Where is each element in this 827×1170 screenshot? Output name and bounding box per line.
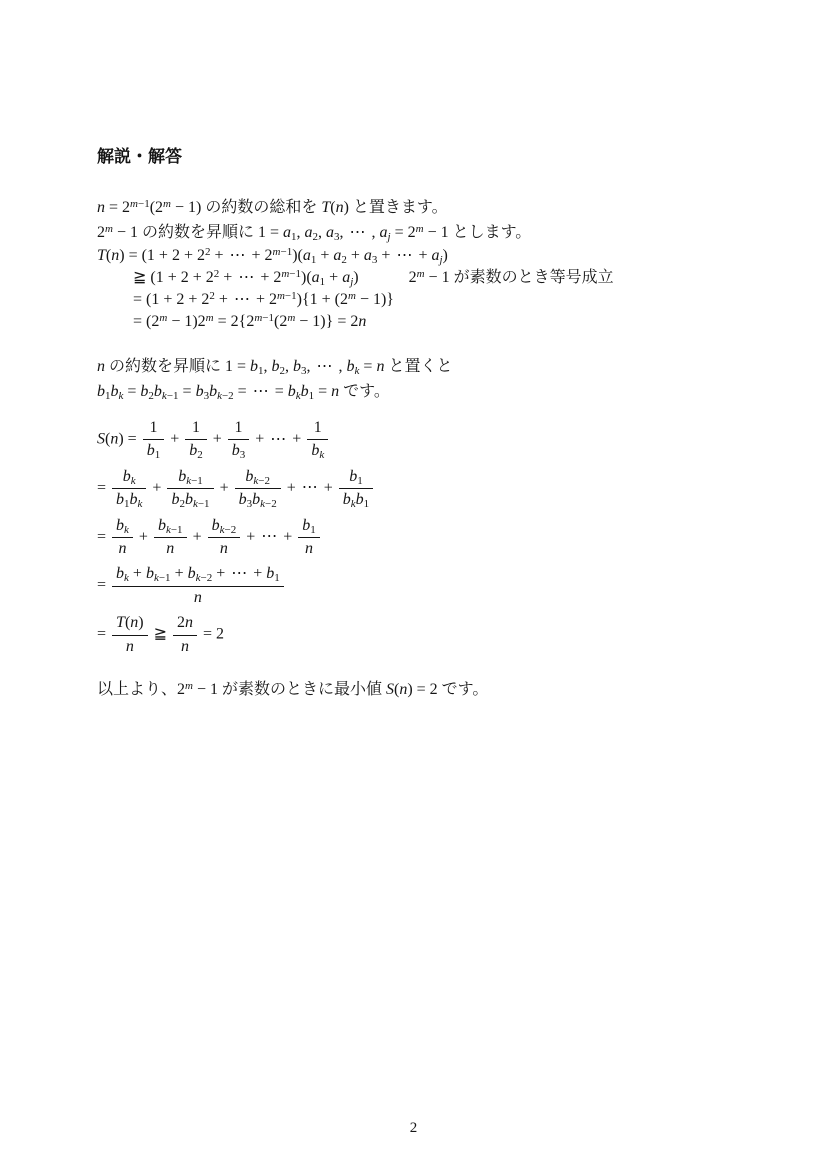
- equation-line-T-substitution: = ($1 + 2 + 2^2$ + ⋯ + $2^{m-1})\{1 + (2^m - 1)\}$: [133, 290, 394, 308]
- equation-line-S-over-n: = $\frac{b_k}{n}$ + $\frac{b_{k-1}}{n}$ + $\frac{b_{k-2}}{n}$ + ⋯ + $\frac{b_1}{n}$: [97, 516, 787, 560]
- closing-statement: [97, 677, 787, 702]
- equation-line-S-final: = $\frac{T(n)}{n}$ ≧ $\frac{2n}{n}$ = 2: [97, 614, 225, 655]
- equation-line-S-rewritten: = $\frac{b_k}{b_1b_k}$ + $\frac{b_{k-1}}{b_2b_{k-1}}$ + $\frac{b_{k-2}}{b_3b_{k-2}}$ + ⋯ + $\frac{b_1}{b_kb_1}$: [97, 467, 787, 511]
- equation-line-T-expansion: $T(n) = (1 + 2 + 2^2$ + ⋯ + $2^{m-1})(a_1 + a_2 + a_3$ + ⋯ + $a_j$): [97, 246, 448, 266]
- equation-line-S-reciprocals: S(n) = $\frac{1}{b_1}$ + $\frac{1}{b_2}$ + $\frac{1}{b_3}$ + ⋯ + $\frac{1}{b_k}$: [97, 418, 787, 462]
- equation-line-T-result: = $(2^m - 1)2^m = 2\{2^{m-1}(2^m - 1)\} = 2n$: [133, 312, 367, 330]
- text-line-n-definition: $n = 2^{m-1}(2^m - 1)$ の約数の総和を T(n) と置きます。: [97, 198, 448, 216]
- equation-line-S-combined: = $\frac{b_k + b_{k-1} + b_{k-2} + \cdots + b_1}{n}$: [97, 564, 787, 608]
- text-line-b-definition: n の約数を昇順に $1 = b_1$, $b_2$, $b_3$, ⋯ , $b_k = n$ と置くと: [97, 358, 453, 377]
- page-number: 2: [409, 1120, 418, 1136]
- equation-block-S: [97, 418, 787, 657]
- text-line-divisors-ascending: $2^m - 1$ の約数を昇順に $1 = a_1$, $a_2$, $a_3$, ⋯ , $a_j = 2^m - 1$ とします。: [97, 223, 532, 243]
- paragraph-b-divisors: [97, 354, 787, 404]
- paragraph-definitions: [97, 195, 787, 245]
- equation-block-T: [97, 245, 787, 333]
- equation-line-T-inequality: ≧ ($1 + 2 + 2^2$ + ⋯ + $2^{m-1})(a_1 + a_j)$ $2^m - 1$ が素数のとき等号成立: [133, 268, 614, 288]
- document-content: [97, 147, 787, 702]
- section-heading: 解説・解答: [97, 147, 182, 166]
- text-line-conclusion: 以上より、$2^m - 1$ が素数のときに最小値 S(n) = 2 です。: [97, 679, 489, 698]
- text-line-b-products: $b_1b_k = b_2b_{k-1} = b_3b_{k-2}$ = ⋯ = $b_kb_1 = n$ です。: [97, 383, 390, 402]
